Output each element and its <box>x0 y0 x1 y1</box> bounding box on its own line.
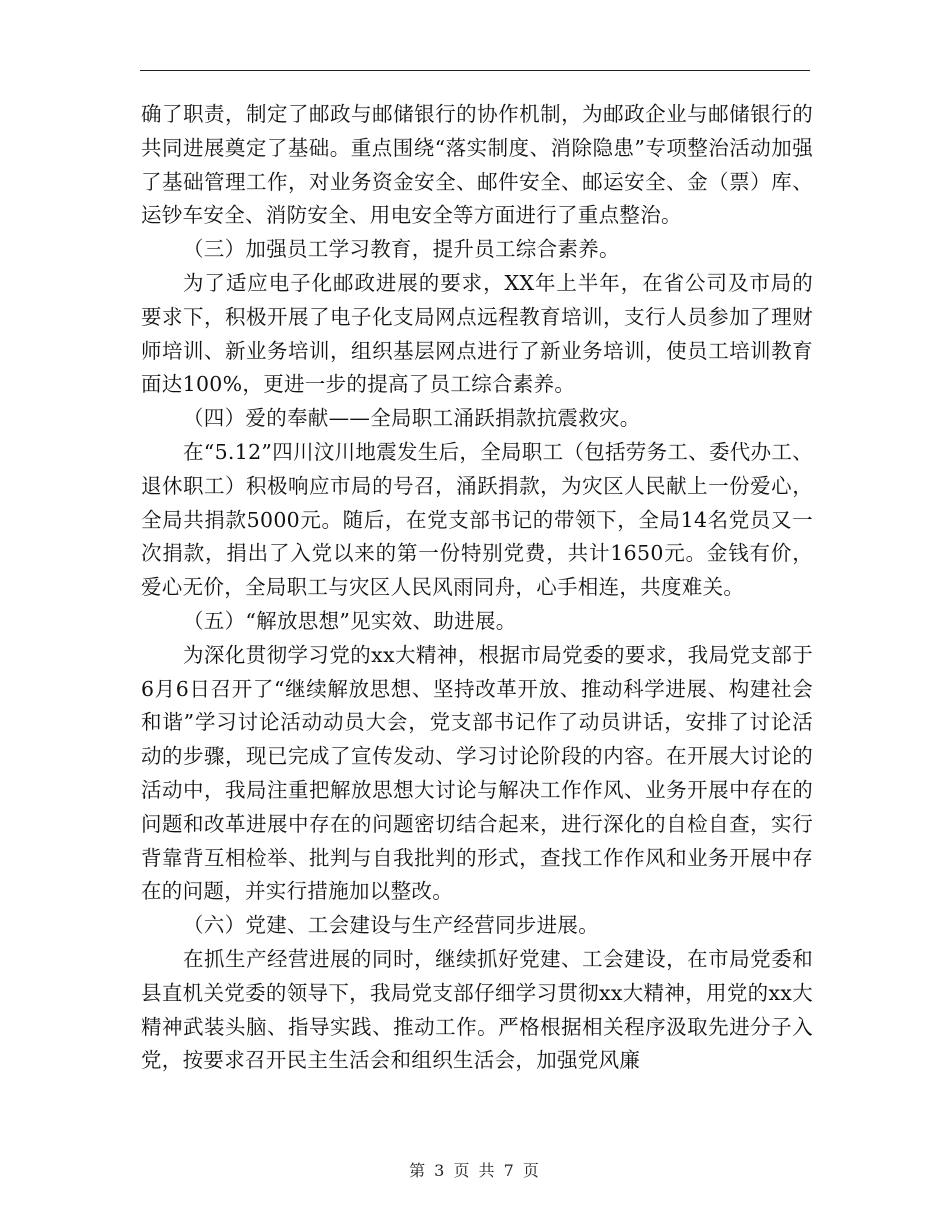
header-rule <box>140 70 810 71</box>
paragraph-continuation: 确了职责，制定了邮政与邮储银行的协作机制，为邮政企业与邮储银行的共同进展奠定了基础。重点围绕“落实制度、消除隐患”专项整治活动加强了基础管理工作，对业务资金安全、邮件安全、邮运安全、金（票）库、运钞车安全、消防安全、用电安全等方面进行了重点整治。 <box>141 102 813 228</box>
page-number-footer: 第 3 页 共 7 页 <box>409 1161 541 1180</box>
document-body <box>141 98 813 1078</box>
paragraph-training: 为了适应电子化邮政进展的要求，XX年上半年，在省公司及市局的要求下，积极开展了电子化支局网点远程教育培训，支行人员参加了理财师培训、新业务培训，组织基层网点进行了新业务培训，使员工培训教育面达100%，更进一步的提高了员工综合素养。 <box>141 270 813 397</box>
paragraph-discussion: 为深化贯彻学习党的xx大精神，根据市局党委的要求，我局党支部于6月6日召开了“继续解放思想、坚持改革开放、推动科学进展、构建社会和谐”学习讨论活动动员大会，党支部书记作了动员讲话，安排了讨论活动的步骤，现已完成了宣传发动、学习讨论阶段的内容。在开展大讨论的活动中，我局注重把解放思想大讨论与解决工作作风、业务开展中存在的问题和改革进展中存在的问题密切结合起来，进行深化的自检自查，实行背靠背互相检举、批判与自我批判的形式，查找工作作风和业务开展中存在的问题，并实行措施加以整改。 <box>141 642 813 904</box>
section-heading-5: （五）“解放思想”见实效、助进展。 <box>183 608 517 633</box>
section-heading-4: （四）爱的奉献——全局职工涌跃捐款抗震救灾。 <box>183 406 641 431</box>
section-heading-3: （三）加强员工学习教育，提升员工综合素养。 <box>183 237 620 262</box>
paragraph-party-building: 在抓生产经营进展的同时，继续抓好党建、工会建设，在市局党委和县直机关党委的领导下，我局党支部仔细学习贯彻xx大精神，用党的xx大精神武装头脑、指导实践、推动工作。严格根据相关程序汲取先进分子入党，按要求召开民主生活会和组织生活会，加强党风廉 <box>141 946 813 1073</box>
section-heading-6: （六）党建、工会建设与生产经营同步进展。 <box>183 913 599 938</box>
paragraph-donation: 在“5.12”四川汶川地震发生后，全局职工（包括劳务工、委代办工、退休职工）积极响应市局的号召，涌跃捐款，为灾区人民献上一份爱心，全局共捐款5000元。随后，在党支部书记的带领下，全局14名党员又一次捐款，捐出了入党以来的第一份特别党费，共计1650元。金钱有价，爱心无价，全局职工与灾区人民风雨同舟，心手相连，共度难关。 <box>141 439 814 600</box>
